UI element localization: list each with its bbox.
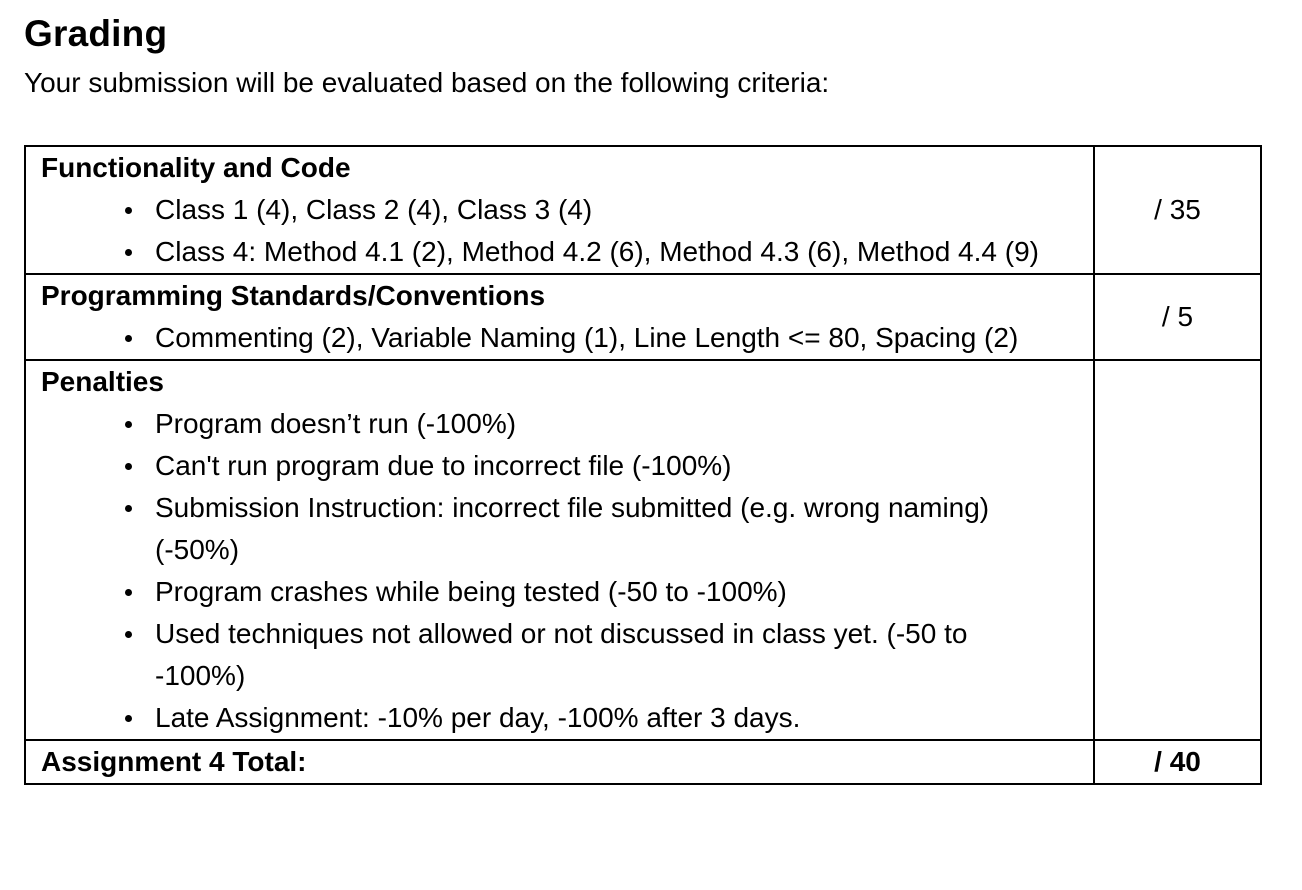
criteria-cell bbox=[25, 274, 1094, 360]
criteria-list bbox=[41, 189, 1093, 273]
score-cell-standards: / 5 bbox=[1094, 274, 1261, 360]
table-row-functionality bbox=[25, 146, 1261, 274]
total-score: / 40 bbox=[1094, 740, 1261, 784]
section-title-functionality: Functionality and Code bbox=[41, 152, 351, 183]
list-item: Commenting (2), Variable Naming (1), Line Length <= 80, Spacing (2) bbox=[155, 317, 1063, 359]
list-item: Class 4: Method 4.1 (2), Method 4.2 (6), Method 4.3 (6), Method 4.4 (9) bbox=[155, 231, 1063, 273]
list-item: Used techniques not allowed or not discussed in class yet. (-50 to -100%) bbox=[155, 613, 1063, 697]
section-title-penalties: Penalties bbox=[41, 366, 164, 397]
criteria-list bbox=[41, 403, 1093, 739]
table-row-total bbox=[25, 740, 1261, 784]
total-label: Assignment 4 Total: bbox=[25, 740, 1094, 784]
table-row-standards bbox=[25, 274, 1261, 360]
score-cell-functionality: / 35 bbox=[1094, 146, 1261, 274]
list-item: Can't run program due to incorrect file (-100%) bbox=[155, 445, 1063, 487]
intro-text: Your submission will be evaluated based on the following criteria: bbox=[24, 67, 830, 98]
list-item: Late Assignment: -10% per day, -100% after 3 days. bbox=[155, 697, 1063, 739]
criteria-cell bbox=[25, 146, 1094, 274]
list-item: Class 1 (4), Class 2 (4), Class 3 (4) bbox=[155, 189, 1063, 231]
list-item: Program doesn’t run (-100%) bbox=[155, 403, 1063, 445]
page-title: Grading bbox=[24, 13, 168, 54]
criteria-cell bbox=[25, 360, 1094, 740]
table-row-penalties bbox=[25, 360, 1261, 740]
criteria-list bbox=[41, 317, 1093, 359]
grading-section bbox=[24, 12, 1264, 777]
list-item: Submission Instruction: incorrect file submitted (e.g. wrong naming) (-50%) bbox=[155, 487, 1063, 571]
section-title-standards: Programming Standards/Conventions bbox=[41, 280, 546, 311]
grading-table bbox=[24, 145, 1262, 785]
list-item: Program crashes while being tested (-50 to -100%) bbox=[155, 571, 1063, 613]
score-cell-penalties bbox=[1094, 360, 1261, 740]
